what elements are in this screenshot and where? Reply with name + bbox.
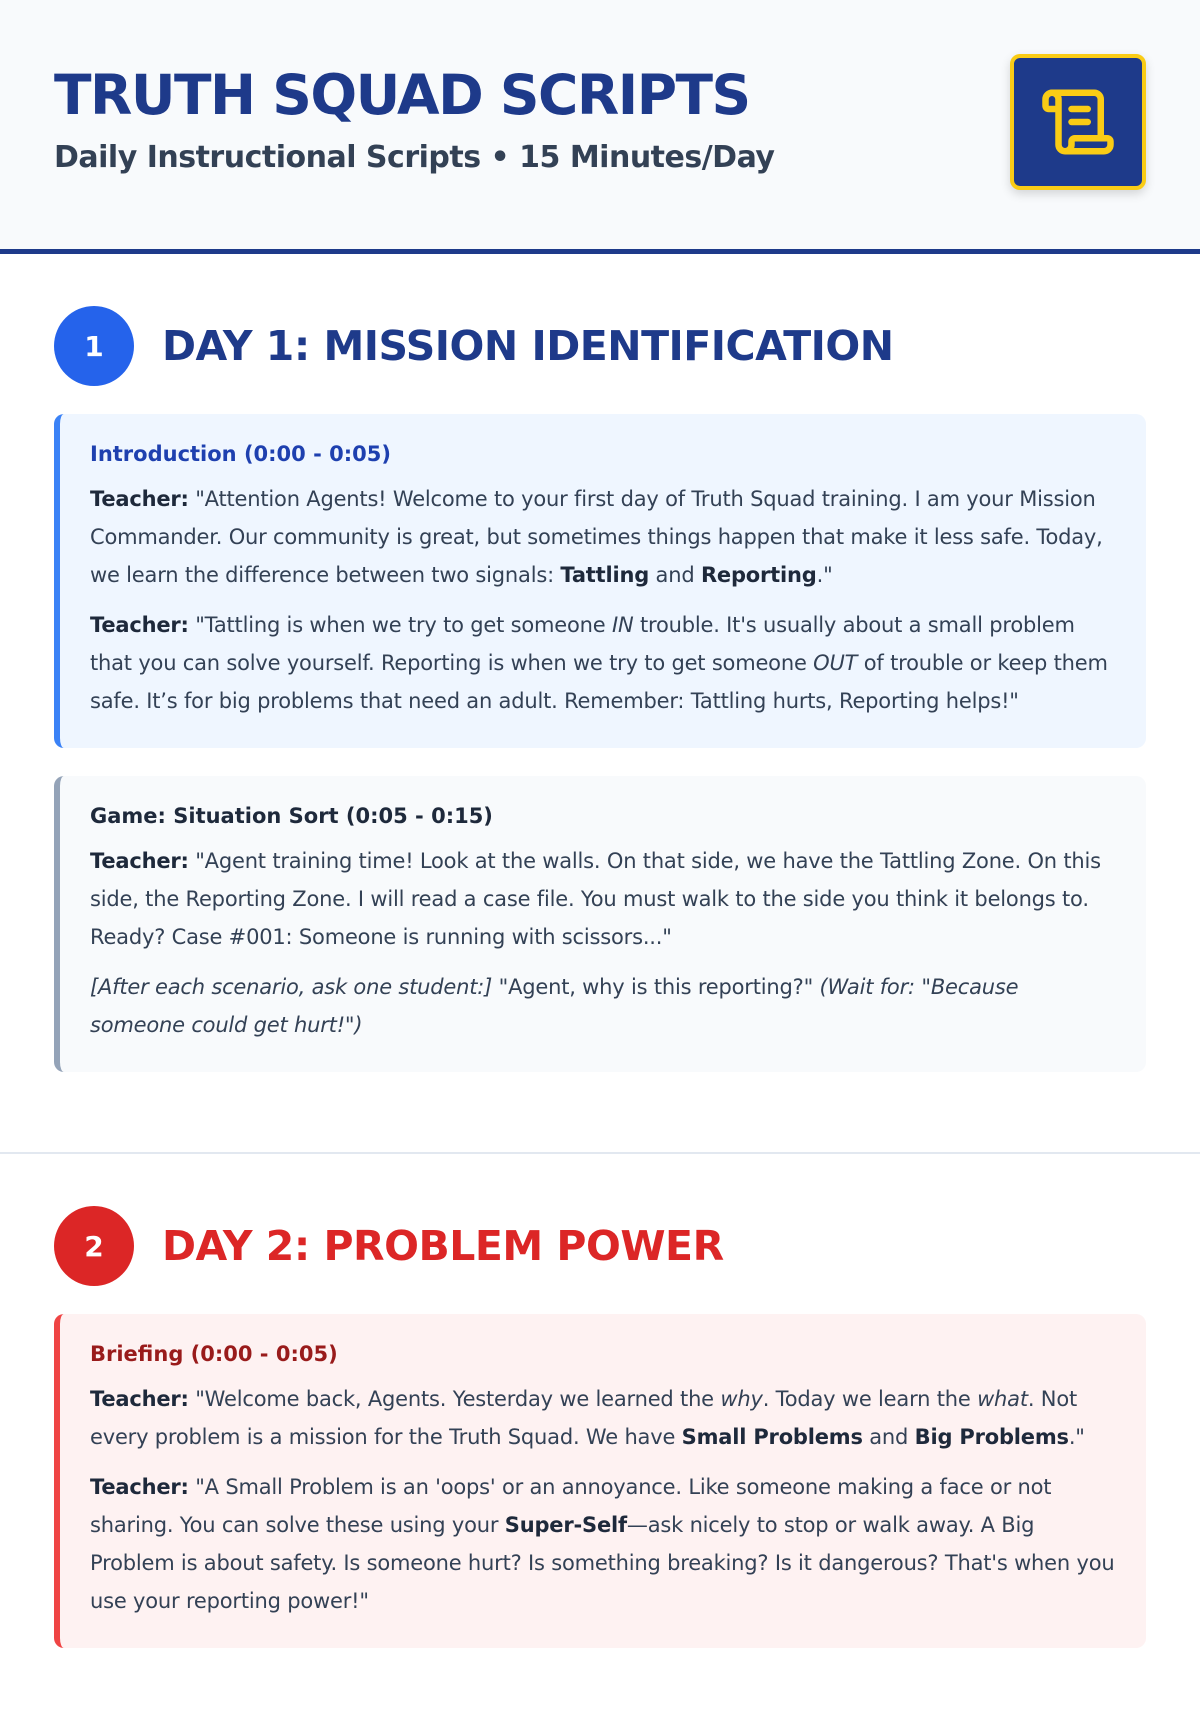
speaker-label: Teacher:	[90, 613, 189, 637]
day-2-title: DAY 2: PROBLEM POWER	[162, 1222, 724, 1270]
stage-direction: [After each scenario, ask one student:]	[90, 975, 493, 999]
page-title: TRUTH SQUAD SCRIPTS	[54, 63, 750, 127]
page-subtitle: Daily Instructional Scripts • 15 Minutes/Day	[54, 140, 775, 175]
briefing-paragraph-1	[90, 1380, 1118, 1456]
intro-paragraph-1	[90, 480, 1118, 594]
emphasis-text: Tattling	[560, 563, 650, 587]
paragraph-text: and	[649, 563, 701, 587]
logo-badge	[1010, 54, 1146, 190]
italic-text: why	[720, 1387, 763, 1411]
speaker-label: Teacher:	[90, 849, 189, 873]
intro-card	[54, 414, 1146, 748]
emphasis-text: Big Problems	[914, 1425, 1069, 1449]
game-card-title: Game: Situation Sort (0:05 - 0:15)	[90, 804, 493, 828]
briefing-paragraph-2	[90, 1468, 1118, 1620]
day-2-heading	[54, 1206, 1146, 1286]
paragraph-text: "A Small Problem is an 'oops' or an annoyance. Like someone making a face or not sharing. You can solve these using your	[90, 1475, 1052, 1537]
paragraph-text: . Today we learn the	[762, 1387, 978, 1411]
day-2-section	[0, 1154, 1200, 1728]
day-1-section	[0, 254, 1200, 1154]
emphasis-text: Small Problems	[681, 1425, 863, 1449]
italic-text: OUT	[813, 651, 858, 675]
game-paragraph-1	[90, 842, 1118, 956]
speaker-label: Teacher:	[90, 1475, 189, 1499]
briefing-card	[54, 1314, 1146, 1648]
paragraph-text: trouble. It's usually about a small problem that you can solve yourself. Reporting is when we try to get someone	[90, 613, 1075, 675]
emphasis-text: Reporting	[700, 563, 817, 587]
paragraph-text: —ask nicely to stop or walk away. A Big Problem is about safety. Is someone hurt? Is something breaking? Is it dangerous? That's when you use your reporting power!"	[90, 1513, 1115, 1613]
paragraph-text: "Welcome back, Agents. Yesterday we learned the	[188, 1387, 721, 1411]
paragraph-text: "Tattling is when we try to get someone	[188, 613, 612, 637]
day-1-title: DAY 1: MISSION IDENTIFICATION	[162, 322, 894, 370]
stage-direction: (Wait for: "Because someone could get hurt!")	[90, 975, 1019, 1037]
scroll-icon	[1039, 83, 1117, 161]
paragraph-text: "Attention Agents! Welcome to your first day of Truth Squad training. I am your Mission Commander. Our community is great, but sometimes things happen that make it less safe. Today, we learn the difference between two signals:	[90, 487, 1103, 587]
paragraph-text: ."	[816, 563, 833, 587]
speaker-label: Teacher:	[90, 487, 189, 511]
paragraph-text: "Agent, why is this reporting?"	[492, 975, 820, 999]
paragraph-text: . Not every problem is a mission for the Truth Squad. We have	[90, 1387, 1078, 1449]
game-card	[54, 776, 1146, 1072]
speaker-label: Teacher:	[90, 1387, 189, 1411]
paragraph-text: "Agent training time! Look at the walls. On that side, we have the Tattling Zone. On this side, the Reporting Zone. I will read a case file. You must walk to the side you think it belongs to. Ready? Case #001: Someone is running with scissors..."	[90, 849, 1101, 949]
day-2-number-badge: 2	[54, 1206, 134, 1286]
page-header	[0, 0, 1200, 254]
paragraph-text: ."	[1068, 1425, 1085, 1449]
day-1-heading	[54, 306, 1146, 386]
italic-text: what	[977, 1387, 1028, 1411]
paragraph-text: and	[862, 1425, 915, 1449]
emphasis-text: Super-Self	[504, 1513, 627, 1537]
italic-text: IN	[611, 613, 634, 637]
briefing-card-title: Briefing (0:00 - 0:05)	[90, 1342, 338, 1366]
day-1-number-badge: 1	[54, 306, 134, 386]
intro-card-title: Introduction (0:00 - 0:05)	[90, 442, 391, 466]
intro-paragraph-2	[90, 606, 1118, 720]
game-paragraph-2	[90, 968, 1118, 1044]
paragraph-text: of trouble or keep them safe. It’s for big problems that need an adult. Remember: Tattling hurts, Reporting helps!"	[90, 651, 1108, 713]
